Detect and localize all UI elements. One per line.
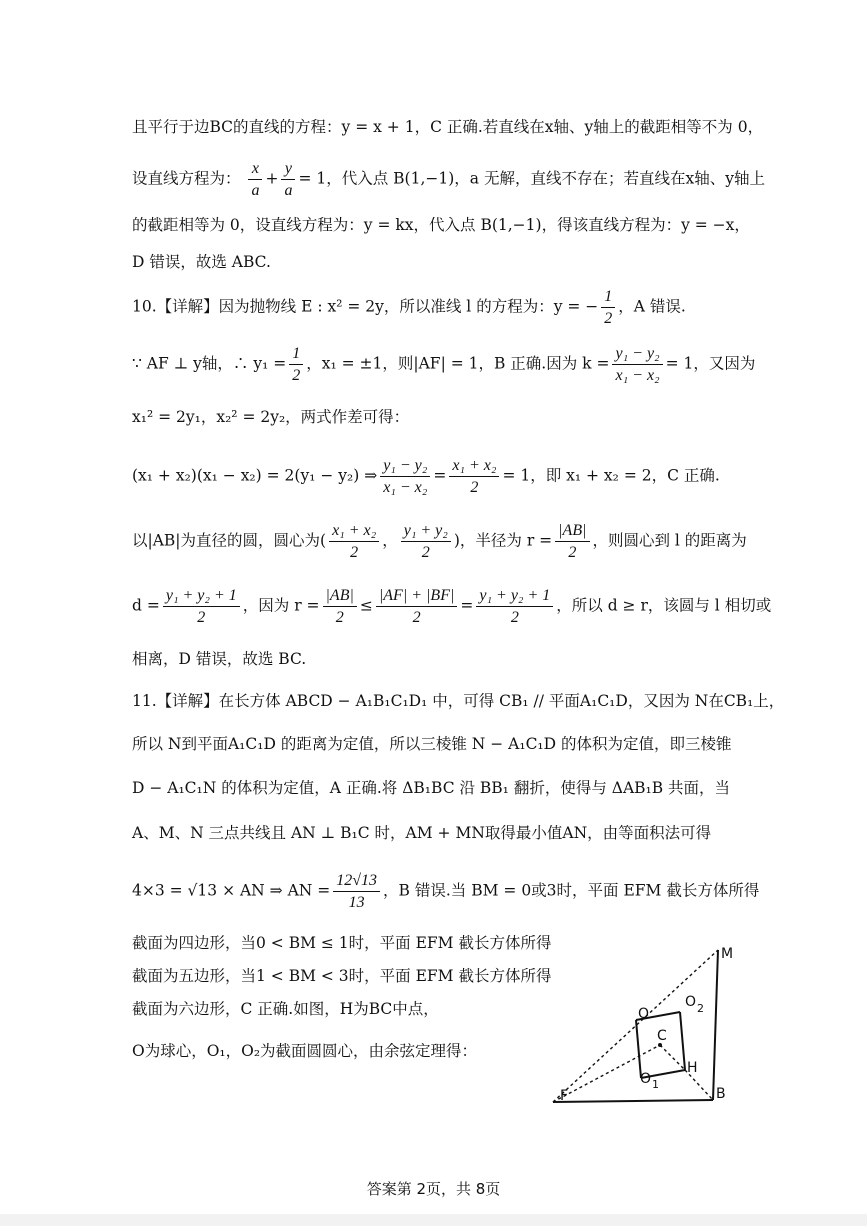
line-17: 截面为四边形，当0 < BM ≤ 1时，平面 EFM 截长方体所得	[132, 934, 552, 952]
text: = 1，又因为	[665, 354, 756, 373]
text: = 1	[298, 169, 327, 188]
line-14: D − A₁C₁N 的体积为定值，A 正确.将 ΔB₁BC 沿 BB₁ 翻折，使得与 ΔAB₁B 共面，当	[132, 779, 731, 797]
label-b: B	[716, 1086, 726, 1102]
line-20: O为球心，O₁，O₂为截面圆圆心，由余弦定理得：	[132, 1042, 478, 1060]
line-10	[132, 585, 772, 628]
text: 4×3 = √13 × AN ⇒ AN =	[132, 881, 331, 900]
line-o-o1	[636, 1020, 641, 1078]
label-m: M	[721, 946, 734, 962]
label-o1-sub: 1	[652, 1078, 659, 1091]
line-4: D 错误，故选 ABC.	[132, 253, 271, 271]
fraction-r2: $\frac{|AB|}{2}$	[323, 585, 357, 628]
text: )，半径为 r =	[453, 531, 553, 550]
line-13: 所以 N到平面A₁C₁D 的距离为定值，所以三棱锥 N − A₁C₁D 的体积为定值，即三棱锥	[132, 735, 732, 753]
text: 设直线方程为：	[132, 169, 241, 188]
bottom-strip	[0, 1214, 867, 1226]
fraction-y-diff-over-x-diff: $\frac{\text{y₁ − y₂}}{\text{x₁ − x₂}}$	[380, 455, 430, 498]
line-fb	[553, 1100, 713, 1102]
line-18: 截面为五边形，当1 < BM < 3时，平面 EFM 截长方体所得	[132, 967, 552, 985]
dashed-ch	[660, 1045, 685, 1070]
fraction-x-sum-over-2: $\frac{\text{x₁ + x₂}}{2}$	[449, 455, 499, 498]
line-11: 相离，D 错误，故选 BC.	[132, 650, 307, 668]
fraction-center-x: $\frac{\text{x₁ + x₂}}{2}$	[329, 520, 379, 563]
text: (x₁ + x₂)(x₁ − x₂) = 2(y₁ − y₂) ⇒	[132, 466, 378, 485]
text: 10.【详解】因为抛物线 E : x² = 2y，所以准线 l 的方程为：y = −	[132, 297, 599, 316]
text: 以|AB|为直径的圆，圆心为(	[132, 531, 327, 550]
line-6	[132, 343, 767, 386]
text: ，A 错误.	[618, 297, 686, 316]
line-16	[132, 870, 767, 913]
text: =	[460, 596, 474, 615]
text: ，因为 r =	[242, 596, 320, 615]
fraction-center-y: $\frac{\text{y₁ + y₂}}{2}$	[401, 520, 451, 563]
fraction-af-bf: $\frac{|AF| + |BF|}{2}$	[376, 585, 457, 628]
label-c: C	[657, 1028, 667, 1044]
fraction-an: $\frac{12√13}{13}$	[333, 870, 380, 913]
line-1: 且平行于边BC的直线的方程：y = x + 1，C 正确.若直线在x轴、y轴上的截距相等不为 0，	[132, 118, 764, 136]
text: =	[433, 466, 447, 485]
text: ，所以 d ≥ r，该圆与 l 相切或	[556, 596, 772, 615]
fraction-x-over-a: $\frac{x}{a}$	[248, 158, 262, 201]
line-5	[132, 286, 767, 329]
text: ，B 错误.当 BM = 0或3时，平面 EFM 截长方体所得	[383, 881, 760, 900]
text: ≤	[359, 596, 373, 615]
geometry-figure	[548, 940, 748, 1110]
label-h: H	[687, 1060, 698, 1076]
line-8	[132, 455, 767, 498]
text: ，	[382, 531, 398, 550]
text: d =	[132, 596, 160, 615]
fraction-k: $\frac{\text{y₁ − y₂}}{\text{x₁ − x₂}}$	[612, 343, 662, 386]
text: = 1，即 x₁ + x₂ = 2，C 正确.	[502, 466, 720, 485]
label-o2: O	[685, 994, 697, 1010]
text: ，则圆心到 l 的距离为	[592, 531, 747, 550]
line-2: 设直线方程为： $\frac{x}{a}$ + $\frac{y}{a}$ = 1，代入点 B(1,−1)，a 无解，直线不存在；若直线在x轴、y轴上	[132, 160, 765, 199]
label-f: F	[560, 1088, 569, 1104]
line-bm	[713, 950, 718, 1100]
text: ，x₁ = ±1，则|AF| = 1，B 正确.因为 k =	[306, 354, 610, 373]
page-footer: 答案第 2页，共 8页	[366, 1180, 501, 1198]
line-7: x₁² = 2y₁，x₂² = 2y₂，两式作差可得：	[132, 408, 410, 426]
label-o2-sub: 2	[697, 1002, 704, 1015]
line-3: 的截距相等为 0，设直线方程为：y = kx，代入点 B(1,−1)，得该直线方程为：y = −x，	[132, 216, 750, 234]
fraction-d: $\frac{\text{y₁ + y₂ + 1}}{2}$	[163, 585, 240, 628]
text: ∵ AF ⊥ y轴，∴ y₁ =	[132, 354, 287, 373]
line-19: 截面为六边形，C 正确.如图，H为BC中点，	[132, 1000, 439, 1018]
fraction-d2: $\frac{\text{y₁ + y₂ + 1}}{2}$	[476, 585, 553, 628]
text: ，代入点 B(1,−1)，a 无解，直线不存在；若直线在x轴、y轴上	[326, 169, 765, 188]
fraction-radius: $\frac{|AB|}{2}$	[555, 520, 589, 563]
label-o1: O	[640, 1071, 652, 1087]
fraction-half: $\frac{1}{2}$	[601, 286, 615, 329]
line-o2-h	[680, 1012, 685, 1070]
line-12: 11.【详解】在长方体 ABCD − A₁B₁C₁D₁ 中，可得 CB₁ // 平面A₁C₁D，又因为 N在CB₁上，	[132, 692, 785, 710]
line-9	[132, 520, 767, 563]
fraction-half-2: $\frac{1}{2}$	[289, 343, 303, 386]
fraction-y-over-a: $\frac{y}{a}$	[281, 158, 295, 201]
label-o: O	[638, 1006, 650, 1022]
line-15: A、M、N 三点共线且 AN ⊥ B₁C 时，AM + MN取得最小值AN，由等面积法可得	[132, 824, 712, 842]
